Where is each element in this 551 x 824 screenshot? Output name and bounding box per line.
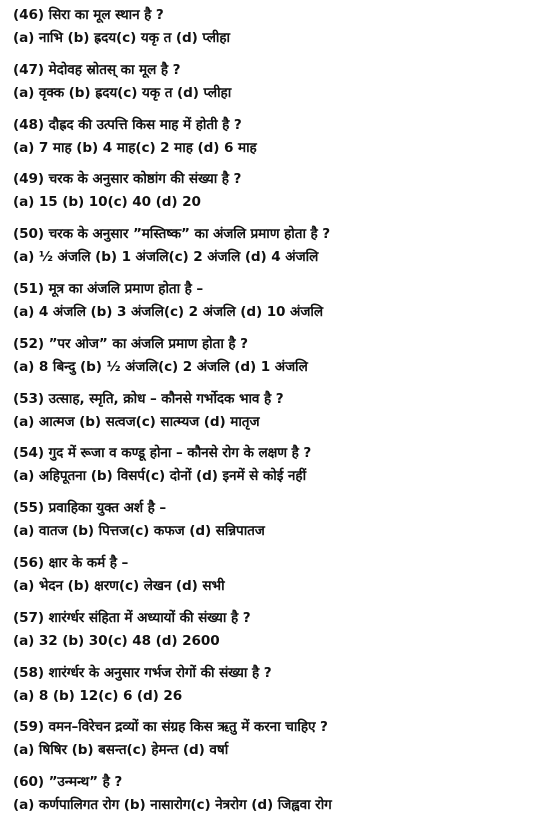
answer-options: (a) 8 (b) 12(c) 6 (d) 26 bbox=[13, 687, 183, 704]
question-text: (51) मूत्र का अंजलि प्रमाण होता है – bbox=[13, 280, 204, 297]
answer-options: (a) वातज (b) पित्तज(c) कफज (d) सन्निपातज bbox=[13, 523, 265, 540]
question-item bbox=[13, 221, 543, 276]
question-text: (57) शारंर्ग्धर संहिता में अध्यायों की संख्या है ? bbox=[13, 609, 251, 626]
answer-options: (a) 4 अंजलि (b) 3 अंजलि(c) 2 अंजलि (d) 10 अंजलि bbox=[13, 303, 323, 320]
question-item bbox=[13, 550, 543, 605]
answer-options: (a) ½ अंजलि (b) 1 अंजलि(c) 2 अंजलि (d) 4 अंजलि bbox=[13, 249, 319, 266]
question-text: (55) प्रवाहिका युक्त अर्श है – bbox=[13, 500, 167, 517]
answer-options: (a) कर्णपालिगत रोग (b) नासारोग(c) नेत्ररोग (d) जिह्ववा रोग bbox=[13, 797, 332, 814]
question-list bbox=[13, 2, 543, 824]
question-item bbox=[13, 57, 543, 112]
answer-options: (a) आत्मज (b) सत्वज(c) सात्म्यज (d) मातृज bbox=[13, 413, 260, 430]
answer-options: (a) 7 माह (b) 4 माह(c) 2 माह (d) 6 माह bbox=[13, 139, 257, 156]
question-item bbox=[13, 440, 543, 495]
answer-options: (a) भेदन (b) क्षरण(c) लेखन (d) सभी bbox=[13, 577, 225, 594]
question-text: (46) सिरा का मूल स्थान है ? bbox=[13, 7, 164, 23]
question-text: (48) दौह्रद की उत्पत्ति किस माह में होती है ? bbox=[13, 116, 242, 133]
answer-options: (a) नाभि (b) ह्रदय(c) यकृ त (d) प्लीहा bbox=[13, 30, 230, 46]
question-item bbox=[13, 112, 543, 167]
answer-options: (a) अहिपूतना (b) विसर्प(c) दोनों (d) इनमें से कोई नहीं bbox=[13, 468, 306, 485]
question-text: (59) वमन–विरेचन द्रव्यों का संग्रह किस ऋतु में करना चाहिए ? bbox=[13, 719, 328, 736]
answer-options: (a) 8 बिन्दु (b) ½ अंजलि(c) 2 अंजलि (d) 1 अंजलि bbox=[13, 358, 308, 375]
question-text: (53) उत्साह, स्मृति, क्रोध – कौनसे गर्भोदक भाव है ? bbox=[13, 390, 284, 407]
question-item bbox=[13, 714, 543, 769]
question-text: (54) गुद में रूजा व कण्डू होना – कौनसे रोग के लक्षण है ? bbox=[13, 445, 312, 462]
question-text: (52) ”पर ओज” का अंजलि प्रमाण होता है ? bbox=[13, 335, 248, 352]
question-item bbox=[13, 386, 543, 441]
question-item bbox=[13, 495, 543, 550]
question-item bbox=[13, 2, 543, 57]
question-item bbox=[13, 276, 543, 331]
answer-options: (a) वृक्क (b) ह्रदय(c) यकृ त (d) प्लीहा bbox=[13, 84, 232, 101]
question-item bbox=[13, 605, 543, 660]
question-item bbox=[13, 769, 543, 824]
question-text: (60) ”उन्मन्थ” है ? bbox=[13, 774, 123, 791]
question-item bbox=[13, 166, 543, 221]
question-text: (49) चरक के अनुसार कोष्ठांग की संख्या है ? bbox=[13, 171, 242, 188]
question-item bbox=[13, 660, 543, 715]
question-text: (58) शारंर्ग्धर के अनुसार गर्भज रोगों की संख्या है ? bbox=[13, 664, 272, 681]
question-text: (47) मेदोवह स्रोतस् का मूल है ? bbox=[13, 61, 181, 78]
answer-options: (a) षिषिर (b) बसन्त(c) हेमन्त (d) वर्षा bbox=[13, 742, 229, 759]
question-text: (50) चरक के अनुसार ”मस्तिष्क” का अंजलि प्रमाण होता है ? bbox=[13, 226, 331, 243]
question-text: (56) क्षार के कर्म है – bbox=[13, 554, 129, 571]
question-item bbox=[13, 331, 543, 386]
answer-options: (a) 32 (b) 30(c) 48 (d) 2600 bbox=[13, 632, 220, 649]
answer-options: (a) 15 (b) 10(c) 40 (d) 20 bbox=[13, 194, 201, 211]
